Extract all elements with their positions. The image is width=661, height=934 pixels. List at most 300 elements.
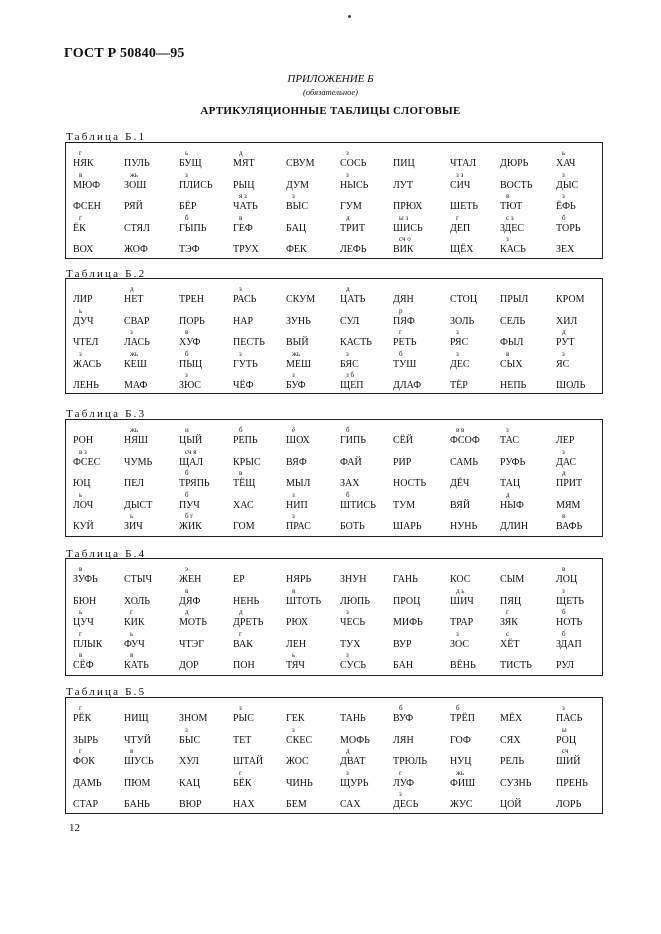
syllable-cell: ХАЧ [556, 158, 576, 169]
syllable-cell: ЛУТ [393, 179, 413, 191]
syllable-cell: ФСОФ [450, 435, 480, 446]
syllable-cell: ВЯФ [286, 456, 307, 468]
syllable-cell: КРЫС [233, 456, 261, 468]
syllable-cell: СКЕС [286, 734, 313, 746]
annotation-mark: в [185, 586, 189, 595]
syllable-cell: ЗНУН [340, 574, 367, 585]
syllable-cell: СТОЦ [450, 294, 478, 305]
annotation-mark: б [239, 426, 243, 434]
annotation-mark: з [506, 426, 509, 434]
syllable-cell: МЮФ [73, 179, 101, 191]
syllable-cell: НЯРЬ [286, 574, 312, 585]
syllable-cell: РЮХ [286, 617, 309, 628]
scan-speck [348, 15, 351, 18]
syllable-cell: ГОФ [450, 734, 471, 746]
syllable-cell: ЩЁХ [450, 244, 474, 255]
syllable-cell: ЧТУЙ [124, 734, 151, 746]
syllable-cell: СТЯЛ [124, 222, 150, 234]
standard-header: ГОСТ Р 50840—95 [64, 46, 185, 61]
annotation-mark: жь [130, 426, 139, 434]
syllable-cell: КАЦ [179, 777, 201, 789]
syllable-cell: ПРЫЛ [500, 294, 529, 305]
syllable-cell: ЦАТЬ [340, 294, 366, 305]
syllable-cell: БЯС [340, 358, 359, 370]
syllable-cell: САХ [340, 799, 361, 810]
annotation-mark: в [185, 328, 189, 336]
syllable-cell: ЧТЕЛ [73, 337, 99, 348]
syllable-cell: ГЫПЬ [179, 222, 207, 234]
syllable-cell: ШИЙ [556, 756, 581, 767]
syllable-cell: ПЛЫК [73, 638, 103, 650]
syllable-cell: ЗОШ [124, 179, 147, 191]
syllable-cell: ТЕТ [233, 734, 252, 746]
annotation-mark: ь [79, 608, 83, 616]
syllable-cell: ПРАС [286, 521, 311, 532]
syllable-cell: ЛЕН [286, 638, 307, 650]
syllable-cell: ПУЛЬ [124, 158, 150, 169]
syllable-cell: СКУМ [286, 294, 316, 305]
syllable-cell: РОН [73, 435, 94, 446]
syllable-cell: РУТ [556, 337, 575, 348]
annotation-mark: в [506, 192, 510, 200]
syllable-cell: ВУФ [393, 713, 414, 724]
syllable-cell: САМЬ [450, 456, 479, 468]
syllable-cell: СЕЛЬ [500, 315, 526, 327]
syllable-cell: ЖУС [450, 799, 473, 810]
syllable-cell: РИР [393, 456, 412, 468]
syllable-cell: ДАМЬ [73, 777, 102, 789]
annotation-mark: я з [239, 192, 247, 200]
syllable-cell: ФИШ [450, 777, 476, 789]
syllable-cell: СВАР [124, 315, 150, 327]
syllable-cell: ЗНОМ [179, 713, 208, 724]
annotation-mark: б [399, 349, 403, 358]
syllable-cell: НИЩ [124, 713, 149, 724]
annotation-mark: з [292, 192, 295, 200]
syllable-cell: ХУФ [179, 337, 201, 348]
syllable-cell: ТРИТ [340, 222, 365, 234]
syllable-cell: КЕШ [124, 358, 147, 370]
syllable-cell: ВОХ [73, 244, 94, 255]
syllable-cell: ЗАХ [340, 478, 360, 489]
syllable-cell: ТРЯПЬ [179, 478, 210, 489]
syllable-cell: РЫС [233, 713, 254, 724]
syllable-cell: ГАНЬ [393, 574, 418, 585]
table-caption: Таблица Б.3 [66, 408, 147, 420]
syllable-cell: ПУЧ [179, 499, 200, 511]
syllable-cell: ЩЕТЬ [556, 595, 585, 607]
annotation-mark: д [506, 490, 510, 499]
syllable-cell: ЦУЧ [73, 617, 94, 628]
syllable-cell: МИФЬ [393, 617, 423, 628]
syllable-cell: ХУЛ [179, 756, 199, 767]
table-caption: Таблица Б.5 [66, 686, 147, 698]
syllable-cell: ТАЦ [500, 478, 521, 489]
annotation-mark: в в [456, 426, 465, 434]
syllable-cell: ГЕК [286, 713, 305, 724]
syllable-cell: ЮЦ [73, 478, 91, 489]
syllable-cell: ГИПЬ [340, 435, 366, 446]
syllable-cell: СЁФ [73, 660, 94, 671]
syllable-cell: ШОЛЬ [556, 380, 586, 391]
syllable-cell: РОЦ [556, 734, 577, 746]
syllable-cell: ВЯЙ [450, 499, 471, 511]
annotation-mark: з [346, 149, 349, 157]
syllable-cell: ПЯФ [393, 315, 415, 327]
annotation-mark: ы з [399, 213, 409, 222]
annotation-mark: з [239, 704, 242, 712]
annotation-mark: жь [292, 349, 301, 358]
syllable-cell: БУФ [286, 380, 306, 391]
syllable-cell: ЧИНЬ [286, 777, 313, 789]
syllable-cell: ДЛАФ [393, 380, 422, 391]
syllable-cell: ЗУНЬ [286, 315, 311, 327]
syllable-cell: ЖОС [286, 756, 309, 767]
syllable-cell: ЦЫЙ [179, 435, 203, 446]
syllable-cell: ПРОЦ [393, 595, 421, 607]
syllable-cell: ЁФЬ [556, 201, 576, 212]
annotation-mark: ь [562, 149, 566, 157]
syllable-cell: ЖАСЬ [73, 358, 102, 370]
syllable-cell: ВАК [233, 638, 253, 650]
syllable-cell: ЗДЕС [500, 222, 524, 234]
annotation-mark: з [456, 349, 459, 358]
annotation-mark: з [185, 371, 188, 379]
syllable-cell: ПЕСТЬ [233, 337, 265, 348]
annotation-mark: ё [292, 426, 296, 434]
annotation-mark: з [346, 170, 349, 179]
syllable-cell: КУЙ [73, 521, 94, 532]
syllable-cell: НАХ [233, 799, 255, 810]
syllable-cell: ПЮМ [124, 777, 151, 789]
syllable-cell: БАНЬ [124, 799, 150, 810]
syllable-cell: ТУШ [393, 358, 417, 370]
annotation-mark: сч [562, 747, 569, 755]
syllable-cell: ТРЁП [450, 713, 475, 724]
syllable-cell: ТЁР [450, 380, 468, 391]
syllable-cell: ЛОРЬ [556, 799, 582, 810]
annotation-mark: г [239, 629, 242, 638]
annotation-mark: з [346, 608, 349, 616]
syllable-cell: СЯХ [500, 734, 521, 746]
syllable-cell: ЕР [233, 574, 245, 585]
annotation-mark: ь [292, 651, 296, 659]
syllable-cell: ДРЕТЬ [233, 617, 264, 628]
syllable-cell: ШЕТЬ [450, 201, 479, 212]
syllable-cell: ЛАСЬ [124, 337, 150, 348]
syllable-cell: ЩАЛ [179, 456, 204, 468]
syllable-cell: НОСТЬ [393, 478, 427, 489]
table-caption: Таблица Б.4 [66, 548, 147, 560]
syllable-cell: МЯМ [556, 499, 581, 511]
syllable-cell: ВЁНЬ [450, 660, 476, 671]
appendix-note: (обязательное) [303, 87, 358, 97]
annotation-mark: в [79, 651, 83, 659]
syllable-cell: ЗДАП [556, 638, 582, 650]
syllable-cell: ГОМ [233, 521, 255, 532]
syllable-cell: РЕЛЬ [500, 756, 525, 767]
annotation-mark: г [506, 608, 509, 616]
syllable-cell: ШИЧ [450, 595, 474, 607]
syllable-cell: ЯС [556, 358, 570, 370]
table-caption: Таблица Б.2 [66, 268, 147, 280]
annotation-mark: г [79, 149, 82, 157]
annotation-mark: г [130, 608, 133, 616]
syllable-cell: ЧЁФ [233, 380, 254, 391]
annotation-mark: ы [562, 725, 567, 734]
annotation-mark: в [292, 586, 296, 595]
annotation-mark: з [399, 790, 402, 798]
annotation-mark: г [79, 629, 82, 638]
syllable-cell: НЯК [73, 158, 94, 169]
syllable-cell: ТУХ [340, 638, 361, 650]
syllable-cell: ДЁЧ [450, 478, 470, 489]
syllable-cell: ЗЯК [500, 617, 518, 628]
annotation-mark: з [562, 586, 565, 595]
appendix-title: ПРИЛОЖЕНИЕ Б [287, 73, 374, 85]
syllable-cell: ФСЕН [73, 201, 101, 212]
syllable-cell: ВИК [393, 244, 414, 255]
syllable-cell: ЧУМЬ [124, 456, 153, 468]
annotation-mark: г [79, 747, 82, 755]
syllable-cell: ДЫС [556, 179, 579, 191]
syllable-cell: ВУР [393, 638, 412, 650]
syllable-cell: КАСЬ [500, 244, 526, 255]
syllable-cell: НЕТ [124, 294, 144, 305]
syllable-cell: БАЦ [286, 222, 307, 234]
syllable-cell: ТЯЧ [286, 660, 305, 671]
syllable-cell: ХОЛЬ [124, 595, 150, 607]
annotation-mark: д ь [456, 586, 465, 595]
annotation-mark: в [130, 651, 134, 659]
annotation-mark: б [185, 213, 189, 222]
syllable-cell: ТЭФ [179, 244, 200, 255]
syllable-cell: ДЕС [450, 358, 470, 370]
syllable-cell: НУЦ [450, 756, 472, 767]
syllable-cell: СТАР [73, 799, 99, 810]
annotation-mark: д [346, 747, 350, 755]
annotation-mark: в [506, 349, 510, 358]
annotation-mark: д [130, 285, 134, 293]
annotation-mark: д [239, 608, 243, 616]
syllable-cell: ДВАТ [340, 756, 366, 767]
annotation-mark: з [79, 349, 82, 358]
syllable-cell: ДЕСЬ [393, 799, 419, 810]
syllable-cell: ТРУХ [233, 244, 259, 255]
annotation-mark: б [185, 469, 189, 477]
syllable-cell: ШОХ [286, 435, 310, 446]
syllable-cell: ВЫС [286, 201, 309, 212]
annotation-mark: ь [130, 512, 134, 520]
syllable-cell: ПЫЦ [179, 358, 203, 370]
annotation-mark: в [79, 170, 83, 179]
annotation-mark: з [562, 192, 565, 200]
syllable-cell: СУСЬ [340, 660, 367, 671]
annotation-mark: з [562, 349, 565, 358]
syllable-cell: ВАФЬ [556, 521, 583, 532]
annotation-mark: в [562, 512, 566, 520]
annotation-mark: з [130, 328, 133, 336]
annotation-mark: б [456, 704, 460, 712]
syllable-cell: КАСТЬ [340, 337, 372, 348]
annotation-mark: э [185, 565, 189, 573]
syllable-cell: ЖИК [179, 521, 202, 532]
syllable-cell: НЫФ [500, 499, 524, 511]
annotation-mark: г [79, 704, 82, 712]
syllable-cell: РАСЬ [233, 294, 257, 305]
syllable-cell: ЛИР [73, 294, 93, 305]
syllable-cell: СЁЙ [393, 435, 413, 446]
annotation-mark: б [346, 490, 350, 499]
syllable-cell: ДУЧ [73, 315, 94, 327]
annotation-mark: сч я [185, 447, 197, 456]
annotation-mark: ь [130, 629, 134, 638]
annotation-mark: сч о [399, 235, 411, 243]
syllable-cell: КИК [124, 617, 145, 628]
syllable-cell: БАН [393, 660, 414, 671]
syllable-cell: ПОРЬ [179, 315, 205, 327]
annotation-mark: б [562, 608, 566, 616]
annotation-mark: д [346, 285, 350, 293]
annotation-mark: д [346, 213, 350, 222]
syllable-cell: ШАРЬ [393, 521, 422, 532]
syllable-cell: ЧТЭГ [179, 638, 204, 650]
annotation-mark: д [185, 608, 189, 616]
syllable-cell: ШУСЬ [124, 756, 154, 767]
syllable-cell: ХЁТ [500, 638, 520, 650]
syllable-cell: НЯШ [124, 435, 148, 446]
annotation-mark: з [185, 725, 188, 734]
syllable-cell: ФОК [73, 756, 95, 767]
annotation-mark: з [506, 235, 509, 243]
syllable-cell: ПАСЬ [556, 713, 583, 724]
annotation-mark: з [292, 512, 295, 520]
syllable-cell: ДЮРЬ [500, 158, 529, 169]
syllable-cell: ТРЕН [179, 294, 204, 305]
annotation-mark: д [562, 328, 566, 336]
syllable-cell: ТАС [500, 435, 520, 446]
syllable-cell: ФУЧ [124, 638, 145, 650]
main-title: АРТИКУЛЯЦИОННЫЕ ТАБЛИЦЫ СЛОГОВЫЕ [200, 105, 461, 117]
annotation-mark: с з [506, 213, 514, 222]
annotation-mark: г [239, 768, 242, 777]
syllable-cell: МЕШ [286, 358, 312, 370]
annotation-mark: з [346, 768, 349, 777]
syllable-cell: БЫС [179, 734, 201, 746]
syllable-cell: КРОМ [556, 294, 585, 305]
annotation-mark: г [399, 768, 402, 777]
syllable-cell: ТРЮЛЬ [393, 756, 427, 767]
syllable-cell: БЁК [233, 777, 252, 789]
syllable-cell: ЩЕП [340, 380, 364, 391]
syllable-cell: НУНЬ [450, 521, 478, 532]
annotation-mark: з [346, 651, 349, 659]
syllable-cell: ХАС [233, 499, 254, 511]
annotation-mark: г [456, 213, 459, 222]
annotation-mark: з [456, 328, 459, 336]
annotation-mark: з [562, 704, 565, 712]
syllable-cell: БУЩ [179, 158, 202, 169]
syllable-cell: ШТАЙ [233, 756, 264, 767]
syllable-cell: БЁР [179, 201, 197, 212]
annotation-mark: б [562, 629, 566, 638]
syllable-cell: ЛЕФЬ [340, 244, 367, 255]
annotation-mark: з [456, 629, 459, 638]
syllable-cell: ЗОЛЬ [450, 315, 475, 327]
syllable-cell: ФСЕС [73, 456, 101, 468]
syllable-cell: ЛЯН [393, 734, 414, 746]
syllable-cell: ДЯФ [179, 595, 201, 607]
syllable-cell: ЗЕХ [556, 244, 575, 255]
annotation-mark: жь [456, 768, 465, 777]
annotation-mark: в [239, 213, 243, 222]
annotation-mark: в [562, 565, 566, 573]
syllable-cell: ГУТЬ [233, 358, 258, 370]
syllable-cell: НЕПЬ [500, 380, 527, 391]
page-number: 12 [69, 822, 80, 834]
syllable-cell: НИП [286, 499, 308, 511]
annotation-mark: в [239, 469, 243, 477]
annotation-mark: з [292, 725, 295, 734]
syllable-cell: ЛЮПЬ [340, 595, 371, 607]
syllable-cell: ЗЮС [179, 380, 201, 391]
syllable-cell: ЗИЧ [124, 521, 143, 532]
syllable-cell: СЫМ [500, 574, 525, 585]
annotation-mark: в [79, 565, 83, 573]
annotation-mark: б [185, 349, 189, 358]
syllable-cell: ТЁЩ [233, 478, 256, 489]
syllable-cell: ДЛИН [500, 521, 529, 532]
syllable-cell: ЖОФ [124, 244, 148, 255]
syllable-cell: ЗЫРЬ [73, 734, 99, 746]
syllable-cell: КОС [450, 574, 471, 585]
annotation-mark: з [185, 170, 188, 179]
syllable-cell: ЧАТЬ [233, 201, 258, 212]
annotation-mark: г [79, 213, 82, 222]
syllable-cell: СУЛ [340, 315, 360, 327]
syllable-cell: МЫЛ [286, 478, 311, 489]
syllable-cell: ТРАР [450, 617, 474, 628]
annotation-mark: з [239, 349, 242, 358]
annotation-mark: з [562, 447, 565, 456]
syllable-cell: СТЫЧ [124, 574, 152, 585]
syllable-cell: ЗОС [450, 638, 470, 650]
annotation-mark: з [292, 371, 295, 379]
syllable-cell: ЩУРЬ [340, 777, 369, 789]
syllable-cell: ТУМ [393, 499, 416, 511]
syllable-cell: ПЯЦ [500, 595, 522, 607]
syllable-cell: ПРЕНЬ [556, 777, 588, 789]
annotation-mark: в з [79, 447, 87, 456]
annotation-mark: з з [456, 170, 464, 179]
annotation-mark: жь [130, 349, 139, 358]
syllable-cell: ШИСЬ [393, 222, 423, 234]
syllable-cell: ПРЮХ [393, 201, 423, 212]
syllable-cell: РЯС [450, 337, 469, 348]
syllable-cell: ХИЛ [556, 315, 578, 327]
annotation-mark: в [130, 747, 134, 755]
syllable-cell: ШТИСЬ [340, 499, 376, 511]
annotation-mark: з [292, 490, 295, 499]
syllable-cell: ВОСТЬ [500, 179, 533, 191]
syllable-cell: МЁХ [500, 713, 523, 724]
syllable-cell: КАТЬ [124, 660, 149, 671]
syllable-cell: ГЕФ [233, 222, 253, 234]
annotation-mark: б [346, 426, 350, 434]
annotation-mark: з б [346, 371, 355, 379]
syllable-cell: ФЫЛ [500, 337, 524, 348]
table-caption: Таблица Б.1 [66, 131, 147, 143]
